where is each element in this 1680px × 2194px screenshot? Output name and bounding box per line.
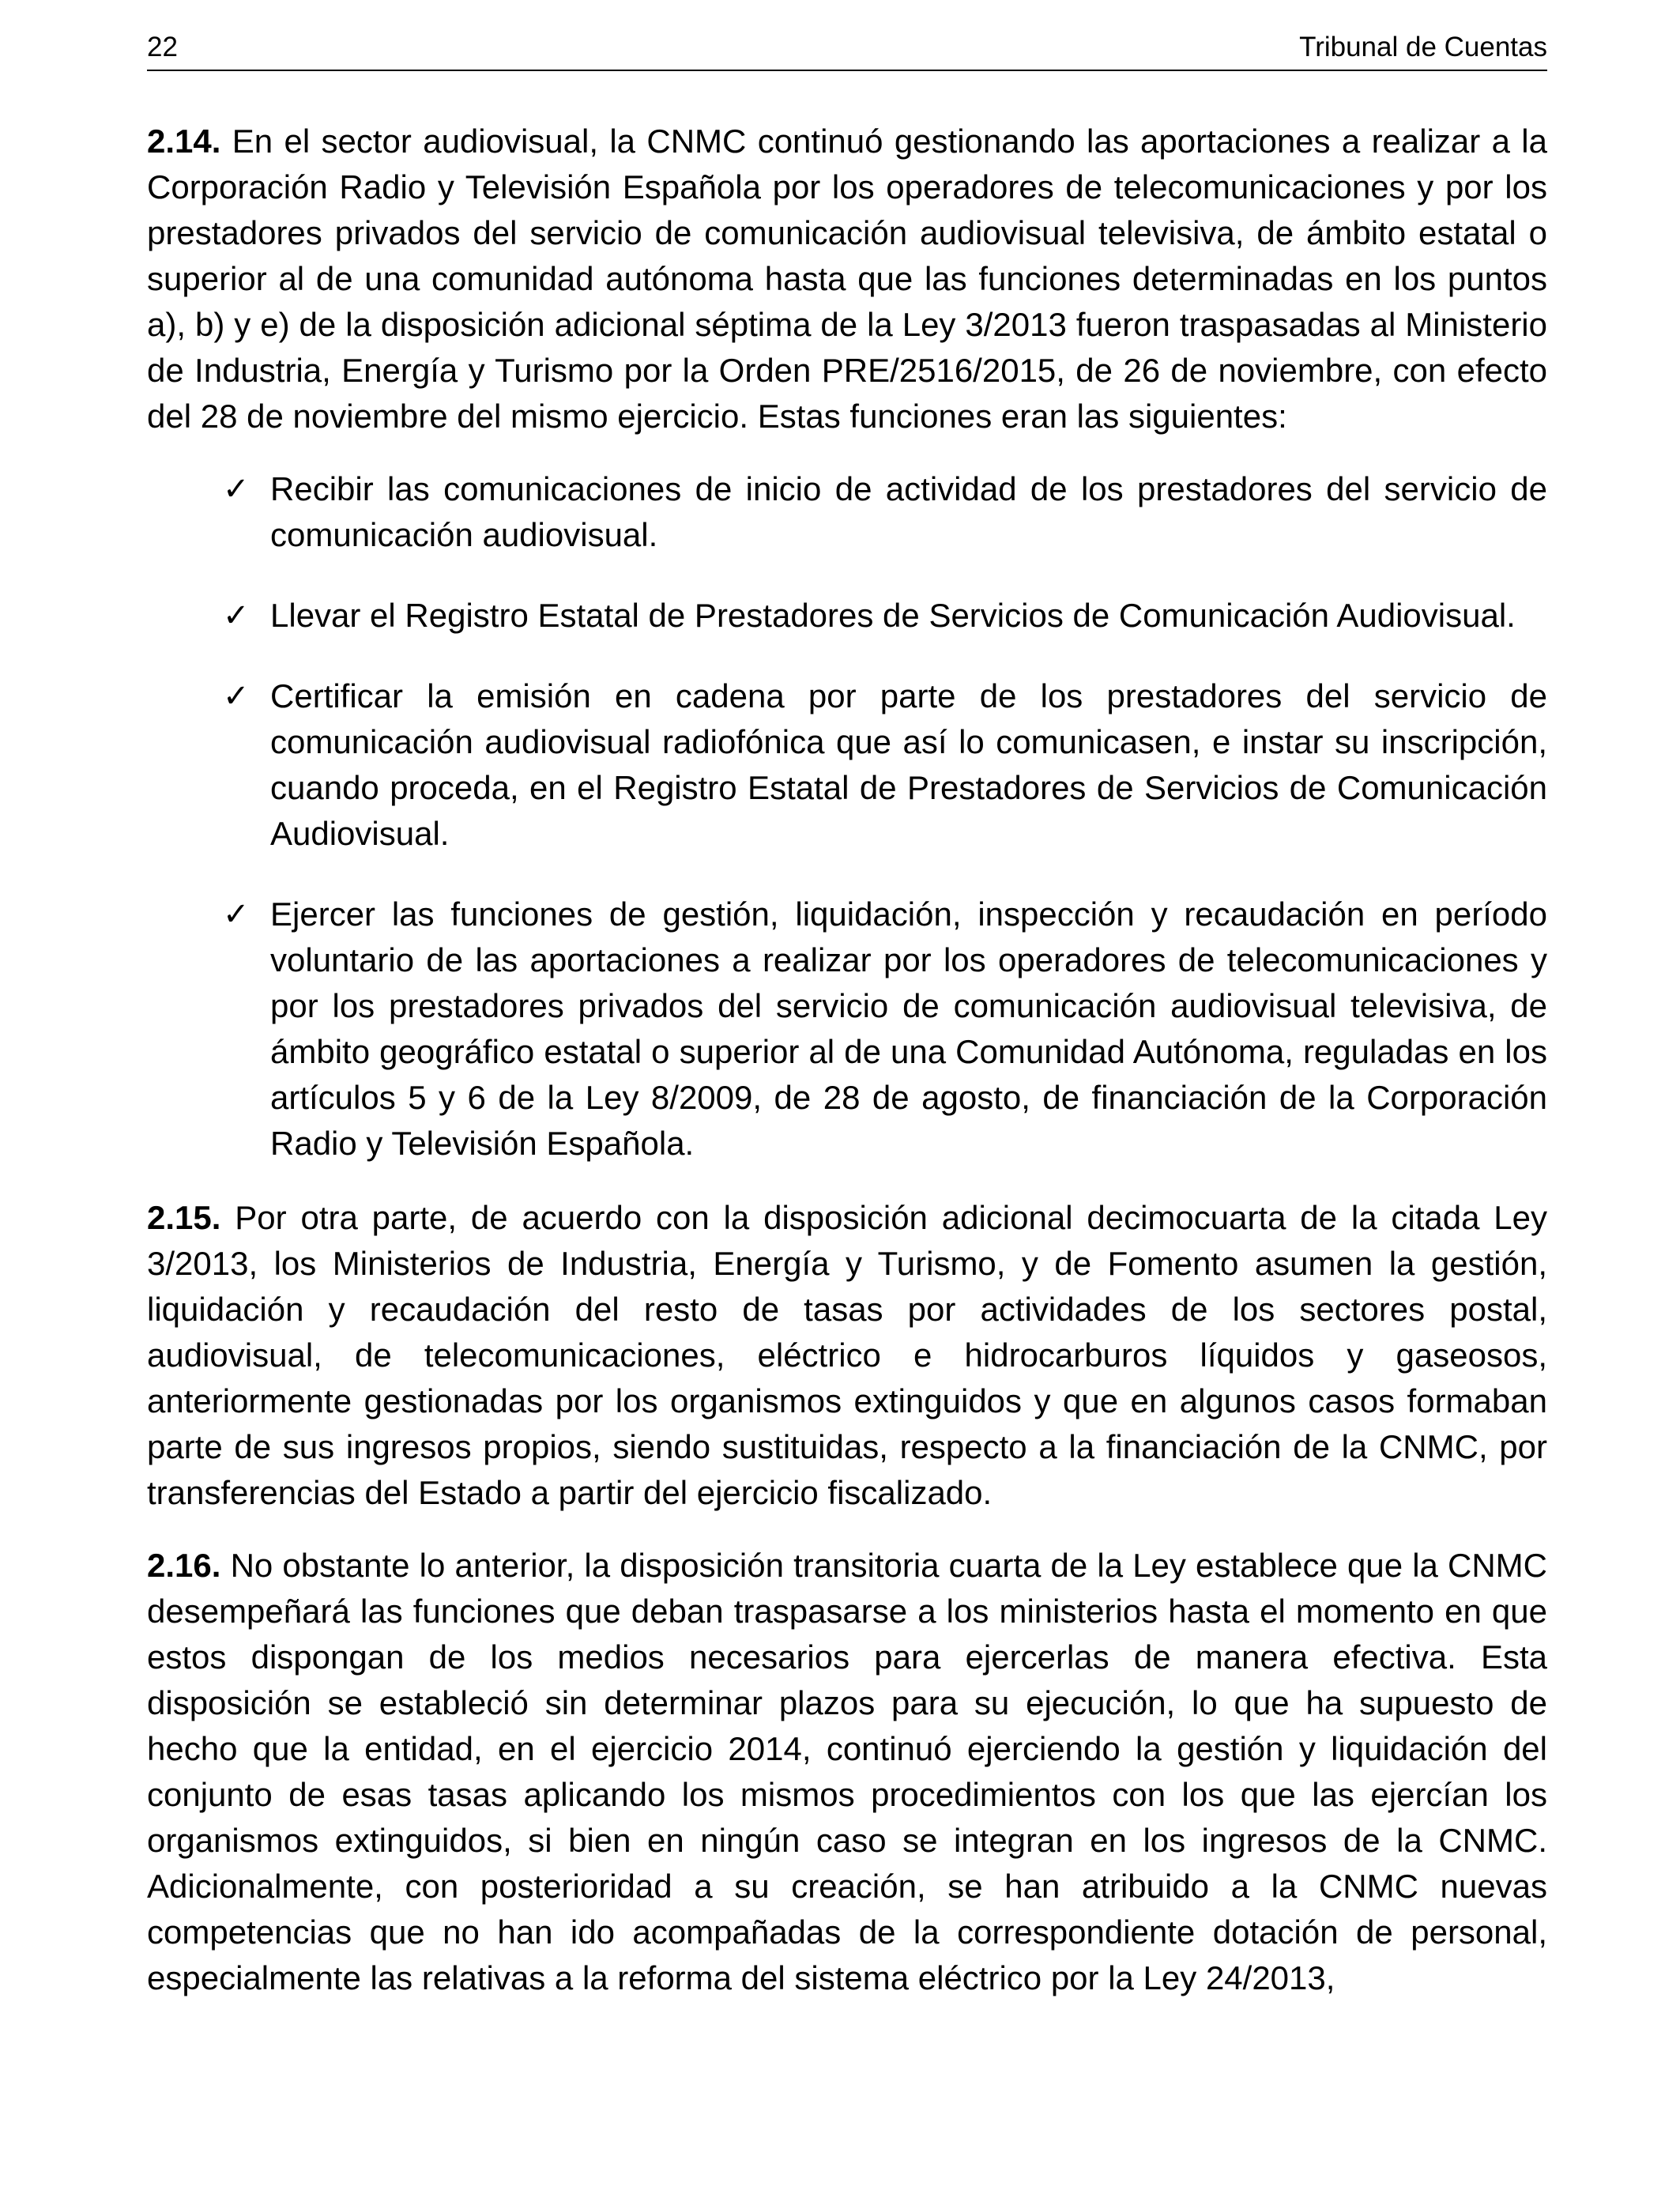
- list-item: [147, 466, 1547, 558]
- paragraph-2-16: [147, 1543, 1547, 2001]
- check-icon: ✓: [223, 472, 250, 507]
- list-item-text: Certificar la emisión en cadena por parte de los prestadores del servicio de comunicación audiovisual radiofónica que así lo comunicasen, e instar su inscripción, cuando proceda, en el Registro Estatal de Prestadores de Servicios de Comunicación Audiovisual.: [270, 677, 1547, 852]
- paragraph-text: No obstante lo anterior, la disposición transitoria cuarta de la Ley establece que la CNMC desempeñará las funciones que deban traspasarse a los ministerios hasta el momento en que estos dispongan de los medios necesarios para ejercerlas de manera efectiva. Esta disposición se estableció sin determinar plazos para su ejecución, lo que ha supuesto de hecho que la entidad, en el ejercicio 2014, continuó ejerciendo la gestión y liquidación del conjunto de esas tasas aplicando los mismos procedimientos con los que las ejercían los organismos extinguidos, si bien en ningún caso se integran en los ingresos de la CNMC. Adicionalmente, con posterioridad a su creación, se han atribuido a la CNMC nuevas competencias que no han ido acompañadas de la correspondiente dotación de personal, especialmente las relativas a la reforma del sistema eléctrico por la Ley 24/2013,: [147, 1547, 1547, 1996]
- list-item: [147, 593, 1547, 639]
- page-header: [147, 28, 1547, 71]
- check-icon: ✓: [223, 679, 250, 714]
- document-body: [147, 119, 1547, 2001]
- paragraph-2-14: [147, 119, 1547, 439]
- page-number: 22: [147, 32, 178, 62]
- paragraph-text: Por otra parte, de acuerdo con la disposición adicional decimocuarta de la citada Ley 3/2013, los Ministerios de Industria, Energía y Turismo, y de Fomento asumen la gestión, liquidación y recaudación del resto de tasas por actividades de los sectores postal, audiovisual, de telecomunicaciones, eléctrico e hidrocarburos líquidos y gaseosos, anteriormente gestionadas por los organismos extinguidos y que en algunos casos formaban parte de sus ingresos propios, siendo sustituidas, respecto a la financiación de la CNMC, por transferencias del Estado a partir del ejercicio fiscalizado.: [147, 1199, 1548, 1511]
- paragraph-number: 2.16.: [147, 1547, 221, 1584]
- paragraph-number: 2.15.: [147, 1199, 221, 1236]
- list-item-text: Recibir las comunicaciones de inicio de actividad de los prestadores del servicio de comunicación audiovisual.: [270, 470, 1547, 553]
- list-item: [147, 673, 1547, 857]
- list-item: [147, 892, 1547, 1167]
- functions-checklist: [147, 466, 1547, 1167]
- check-icon: ✓: [223, 598, 250, 633]
- paragraph-text: En el sector audiovisual, la CNMC continuó gestionando las aportaciones a realizar a la Corporación Radio y Televisión Española por los operadores de telecomunicaciones y por los prestadores privados del servicio de comunicación audiovisual televisiva, de ámbito estatal o superior al de una comunidad autónoma hasta que las funciones determinadas en los puntos a), b) y e) de la disposición adicional séptima de la Ley 3/2013 fueron traspasadas al Ministerio de Industria, Energía y Turismo por la Orden PRE/2516/2015, de 26 de noviembre, con efecto del 28 de noviembre del mismo ejercicio. Estas funciones eran las siguientes:: [147, 123, 1547, 435]
- list-item-text: Ejercer las funciones de gestión, liquidación, inspección y recaudación en período voluntario de las aportaciones a realizar por los operadores de telecomunicaciones y por los prestadores privados del servicio de comunicación audiovisual televisiva, de ámbito geográfico estatal o superior al de una Comunidad Autónoma, reguladas en los artículos 5 y 6 de la Ley 8/2009, de 28 de agosto, de financiación de la Corporación Radio y Televisión Española.: [270, 895, 1547, 1162]
- list-item-text: Llevar el Registro Estatal de Prestadores de Servicios de Comunicación Audiovisual.: [270, 597, 1516, 634]
- check-icon: ✓: [223, 897, 250, 932]
- document-page: [147, 28, 1547, 2028]
- paragraph-number: 2.14.: [147, 123, 221, 160]
- header-institution: Tribunal de Cuentas: [1299, 32, 1547, 62]
- paragraph-2-15: [147, 1195, 1547, 1516]
